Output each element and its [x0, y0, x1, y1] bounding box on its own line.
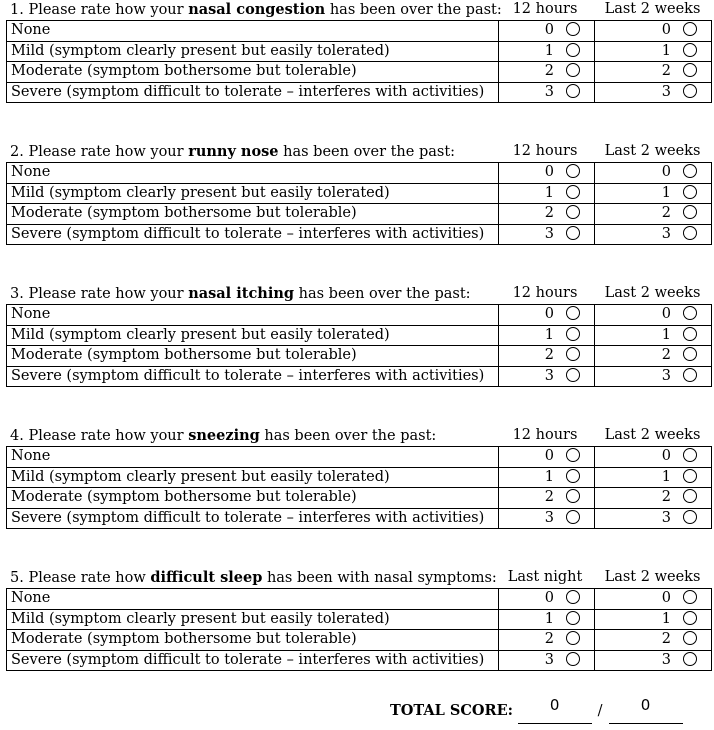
radio-circle-icon[interactable] [683, 448, 697, 462]
column-header-2-weeks: Last 2 weeks [604, 143, 701, 159]
option-row [7, 41, 712, 62]
option-12h-cell [499, 82, 595, 103]
option-12h-cell [499, 366, 595, 387]
option-12h-cell [499, 589, 595, 610]
option-score: 3 [544, 83, 554, 100]
option-12h-cell [499, 224, 595, 245]
radio-circle-icon[interactable] [566, 43, 580, 57]
question-block-2 [6, 142, 711, 245]
radio-circle-icon[interactable] [683, 22, 697, 36]
option-score: 0 [544, 22, 554, 39]
option-label: Moderate (symptom bothersome but tolerable) [7, 630, 499, 651]
option-score: 2 [544, 63, 554, 80]
option-row [7, 650, 712, 671]
option-2wk-cell [595, 630, 712, 651]
question-title [10, 1, 502, 18]
radio-circle-icon[interactable] [566, 652, 580, 666]
question-title [10, 143, 455, 160]
question-suffix: has been with nasal symptoms: [262, 570, 497, 586]
radio-circle-icon[interactable] [683, 205, 697, 219]
question-header [6, 0, 711, 20]
option-score: 1 [661, 610, 671, 627]
option-score: 2 [544, 347, 554, 364]
option-2wk-cell [595, 467, 712, 488]
option-score: 1 [544, 610, 554, 627]
option-2wk-cell [595, 82, 712, 103]
option-row [7, 508, 712, 529]
option-2wk-cell [595, 41, 712, 62]
radio-circle-icon[interactable] [566, 347, 580, 361]
option-score: 0 [661, 448, 671, 465]
question-prefix: 3. Please rate how your [10, 286, 189, 302]
radio-circle-icon[interactable] [683, 185, 697, 199]
option-score: 3 [544, 651, 554, 668]
option-2wk-cell [595, 508, 712, 529]
radio-circle-icon[interactable] [683, 652, 697, 666]
radio-circle-icon[interactable] [566, 84, 580, 98]
option-label: Severe (symptom difficult to tolerate – interferes with activities) [7, 82, 499, 103]
option-2wk-cell [595, 62, 712, 83]
radio-circle-icon[interactable] [683, 590, 697, 604]
option-12h-cell [499, 183, 595, 204]
option-2wk-cell [595, 163, 712, 184]
rating-table [6, 162, 712, 245]
option-row [7, 589, 712, 610]
option-12h-cell [499, 650, 595, 671]
column-header-recent: 12 hours [512, 285, 578, 301]
option-label: Moderate (symptom bothersome but tolerable) [7, 62, 499, 83]
column-header-recent: Last night [507, 569, 583, 585]
radio-circle-icon[interactable] [566, 469, 580, 483]
radio-circle-icon[interactable] [566, 611, 580, 625]
option-2wk-cell [595, 447, 712, 468]
radio-circle-icon[interactable] [566, 205, 580, 219]
question-header [6, 284, 711, 304]
option-label: Mild (symptom clearly present but easily tolerated) [7, 325, 499, 346]
question-symptom: runny nose [188, 143, 279, 160]
option-12h-cell [499, 163, 595, 184]
option-12h-cell [499, 488, 595, 509]
option-row [7, 630, 712, 651]
option-12h-cell [499, 21, 595, 42]
radio-circle-icon[interactable] [683, 164, 697, 178]
option-score: 1 [661, 42, 671, 59]
radio-circle-icon[interactable] [566, 226, 580, 240]
radio-circle-icon[interactable] [566, 631, 580, 645]
option-score: 3 [661, 83, 671, 100]
option-2wk-cell [595, 609, 712, 630]
total-score-label: TOTAL SCORE: [390, 702, 514, 719]
option-label: None [7, 589, 499, 610]
question-prefix: 4. Please rate how your [10, 428, 189, 444]
option-row [7, 366, 712, 387]
option-label: Severe (symptom difficult to tolerate – interferes with activities) [7, 650, 499, 671]
option-2wk-cell [595, 366, 712, 387]
radio-circle-icon[interactable] [566, 590, 580, 604]
option-score: 3 [661, 225, 671, 242]
option-label: Mild (symptom clearly present but easily tolerated) [7, 609, 499, 630]
option-label: None [7, 305, 499, 326]
radio-circle-icon[interactable] [566, 448, 580, 462]
rating-table [6, 20, 712, 103]
rating-table [6, 304, 712, 387]
option-row [7, 447, 712, 468]
question-prefix: 1. Please rate how your [10, 2, 189, 18]
column-header-2-weeks: Last 2 weeks [604, 569, 701, 585]
question-title [10, 569, 497, 586]
question-header [6, 568, 711, 588]
option-label: None [7, 163, 499, 184]
option-row [7, 305, 712, 326]
radio-circle-icon[interactable] [566, 368, 580, 382]
column-header-2-weeks: Last 2 weeks [604, 285, 701, 301]
option-row [7, 224, 712, 245]
radio-circle-icon[interactable] [683, 306, 697, 320]
option-12h-cell [499, 41, 595, 62]
option-2wk-cell [595, 21, 712, 42]
option-label: Mild (symptom clearly present but easily tolerated) [7, 183, 499, 204]
option-label: Mild (symptom clearly present but easily tolerated) [7, 41, 499, 62]
option-score: 1 [544, 468, 554, 485]
radio-circle-icon[interactable] [683, 347, 697, 361]
column-header-2-weeks: Last 2 weeks [604, 1, 701, 17]
radio-circle-icon[interactable] [683, 63, 697, 77]
radio-circle-icon[interactable] [566, 63, 580, 77]
option-label: Severe (symptom difficult to tolerate – interferes with activities) [7, 366, 499, 387]
option-row [7, 488, 712, 509]
option-label: Moderate (symptom bothersome but tolerable) [7, 204, 499, 225]
radio-circle-icon[interactable] [683, 226, 697, 240]
option-score: 2 [661, 489, 671, 506]
option-2wk-cell [595, 305, 712, 326]
radio-circle-icon[interactable] [566, 327, 580, 341]
question-header [6, 426, 711, 446]
question-prefix: 2. Please rate how your [10, 144, 189, 160]
radio-circle-icon[interactable] [683, 368, 697, 382]
option-score: 3 [544, 225, 554, 242]
option-score: 1 [544, 184, 554, 201]
option-label: None [7, 21, 499, 42]
option-score: 3 [661, 509, 671, 526]
radio-circle-icon[interactable] [566, 164, 580, 178]
question-block-1 [6, 0, 711, 103]
question-block-4 [6, 426, 711, 529]
option-score: 3 [544, 367, 554, 384]
option-2wk-cell [595, 488, 712, 509]
option-score: 2 [544, 631, 554, 648]
option-row [7, 204, 712, 225]
radio-circle-icon[interactable] [566, 22, 580, 36]
radio-circle-icon[interactable] [566, 510, 580, 524]
radio-circle-icon[interactable] [566, 306, 580, 320]
option-score: 0 [661, 164, 671, 181]
option-score: 0 [661, 590, 671, 607]
rating-table [6, 588, 712, 671]
radio-circle-icon[interactable] [683, 489, 697, 503]
question-suffix: has been over the past: [325, 2, 502, 18]
option-2wk-cell [595, 346, 712, 367]
option-label: Mild (symptom clearly present but easily tolerated) [7, 467, 499, 488]
option-2wk-cell [595, 325, 712, 346]
option-score: 1 [544, 42, 554, 59]
option-row [7, 163, 712, 184]
option-2wk-cell [595, 224, 712, 245]
question-title [10, 427, 436, 444]
total-score-12h-value: 0 [549, 696, 560, 714]
option-2wk-cell [595, 650, 712, 671]
radio-circle-icon[interactable] [683, 611, 697, 625]
total-score-separator: / [597, 703, 603, 719]
option-score: 1 [661, 184, 671, 201]
option-row [7, 82, 712, 103]
question-suffix: has been over the past: [259, 428, 437, 444]
option-12h-cell [499, 204, 595, 225]
option-score: 0 [544, 306, 554, 323]
total-score-2wk-field[interactable] [609, 696, 683, 724]
option-score: 1 [544, 326, 554, 343]
question-symptom: difficult sleep [150, 569, 263, 586]
option-score: 0 [661, 306, 671, 323]
option-2wk-cell [595, 589, 712, 610]
option-row [7, 609, 712, 630]
radio-circle-icon[interactable] [566, 185, 580, 199]
column-header-2-weeks: Last 2 weeks [604, 427, 701, 443]
option-row [7, 467, 712, 488]
option-label: Severe (symptom difficult to tolerate – interferes with activities) [7, 508, 499, 529]
option-12h-cell [499, 630, 595, 651]
question-title [10, 285, 471, 302]
radio-circle-icon[interactable] [683, 510, 697, 524]
option-score: 0 [544, 164, 554, 181]
option-12h-cell [499, 609, 595, 630]
option-12h-cell [499, 467, 595, 488]
option-row [7, 325, 712, 346]
question-symptom: nasal congestion [188, 1, 326, 18]
option-score: 3 [661, 367, 671, 384]
column-header-recent: 12 hours [512, 1, 578, 17]
question-symptom: sneezing [188, 427, 260, 444]
option-12h-cell [499, 305, 595, 326]
option-score: 0 [544, 590, 554, 607]
question-block-5 [6, 568, 711, 671]
column-header-recent: 12 hours [512, 143, 578, 159]
option-score: 2 [661, 347, 671, 364]
option-2wk-cell [595, 204, 712, 225]
question-suffix: has been over the past: [278, 144, 456, 160]
question-symptom: nasal itching [188, 285, 295, 302]
option-score: 0 [661, 22, 671, 39]
option-score: 3 [544, 509, 554, 526]
option-row [7, 346, 712, 367]
question-block-3 [6, 284, 711, 387]
radio-circle-icon[interactable] [683, 631, 697, 645]
option-score: 1 [661, 326, 671, 343]
total-score-12h-field[interactable] [518, 696, 592, 724]
option-score: 2 [661, 205, 671, 222]
option-label: Moderate (symptom bothersome but tolerable) [7, 488, 499, 509]
option-score: 2 [661, 63, 671, 80]
radio-circle-icon[interactable] [683, 469, 697, 483]
option-label: None [7, 447, 499, 468]
radio-circle-icon[interactable] [683, 84, 697, 98]
option-row [7, 21, 712, 42]
option-12h-cell [499, 346, 595, 367]
option-score: 3 [661, 651, 671, 668]
option-12h-cell [499, 447, 595, 468]
question-prefix: 5. Please rate how [10, 570, 151, 586]
option-score: 2 [661, 631, 671, 648]
option-row [7, 183, 712, 204]
option-score: 2 [544, 489, 554, 506]
option-12h-cell [499, 62, 595, 83]
option-12h-cell [499, 325, 595, 346]
option-2wk-cell [595, 183, 712, 204]
option-row [7, 62, 712, 83]
radio-circle-icon[interactable] [683, 327, 697, 341]
radio-circle-icon[interactable] [683, 43, 697, 57]
option-score: 1 [661, 468, 671, 485]
option-12h-cell [499, 508, 595, 529]
option-score: 2 [544, 205, 554, 222]
question-header [6, 142, 711, 162]
column-header-recent: 12 hours [512, 427, 578, 443]
option-score: 0 [544, 448, 554, 465]
question-suffix: has been over the past: [294, 286, 471, 302]
total-score [390, 696, 683, 724]
option-label: Moderate (symptom bothersome but tolerable) [7, 346, 499, 367]
rating-table [6, 446, 712, 529]
total-score-2wk-value: 0 [640, 696, 651, 714]
option-label: Severe (symptom difficult to tolerate – interferes with activities) [7, 224, 499, 245]
radio-circle-icon[interactable] [566, 489, 580, 503]
